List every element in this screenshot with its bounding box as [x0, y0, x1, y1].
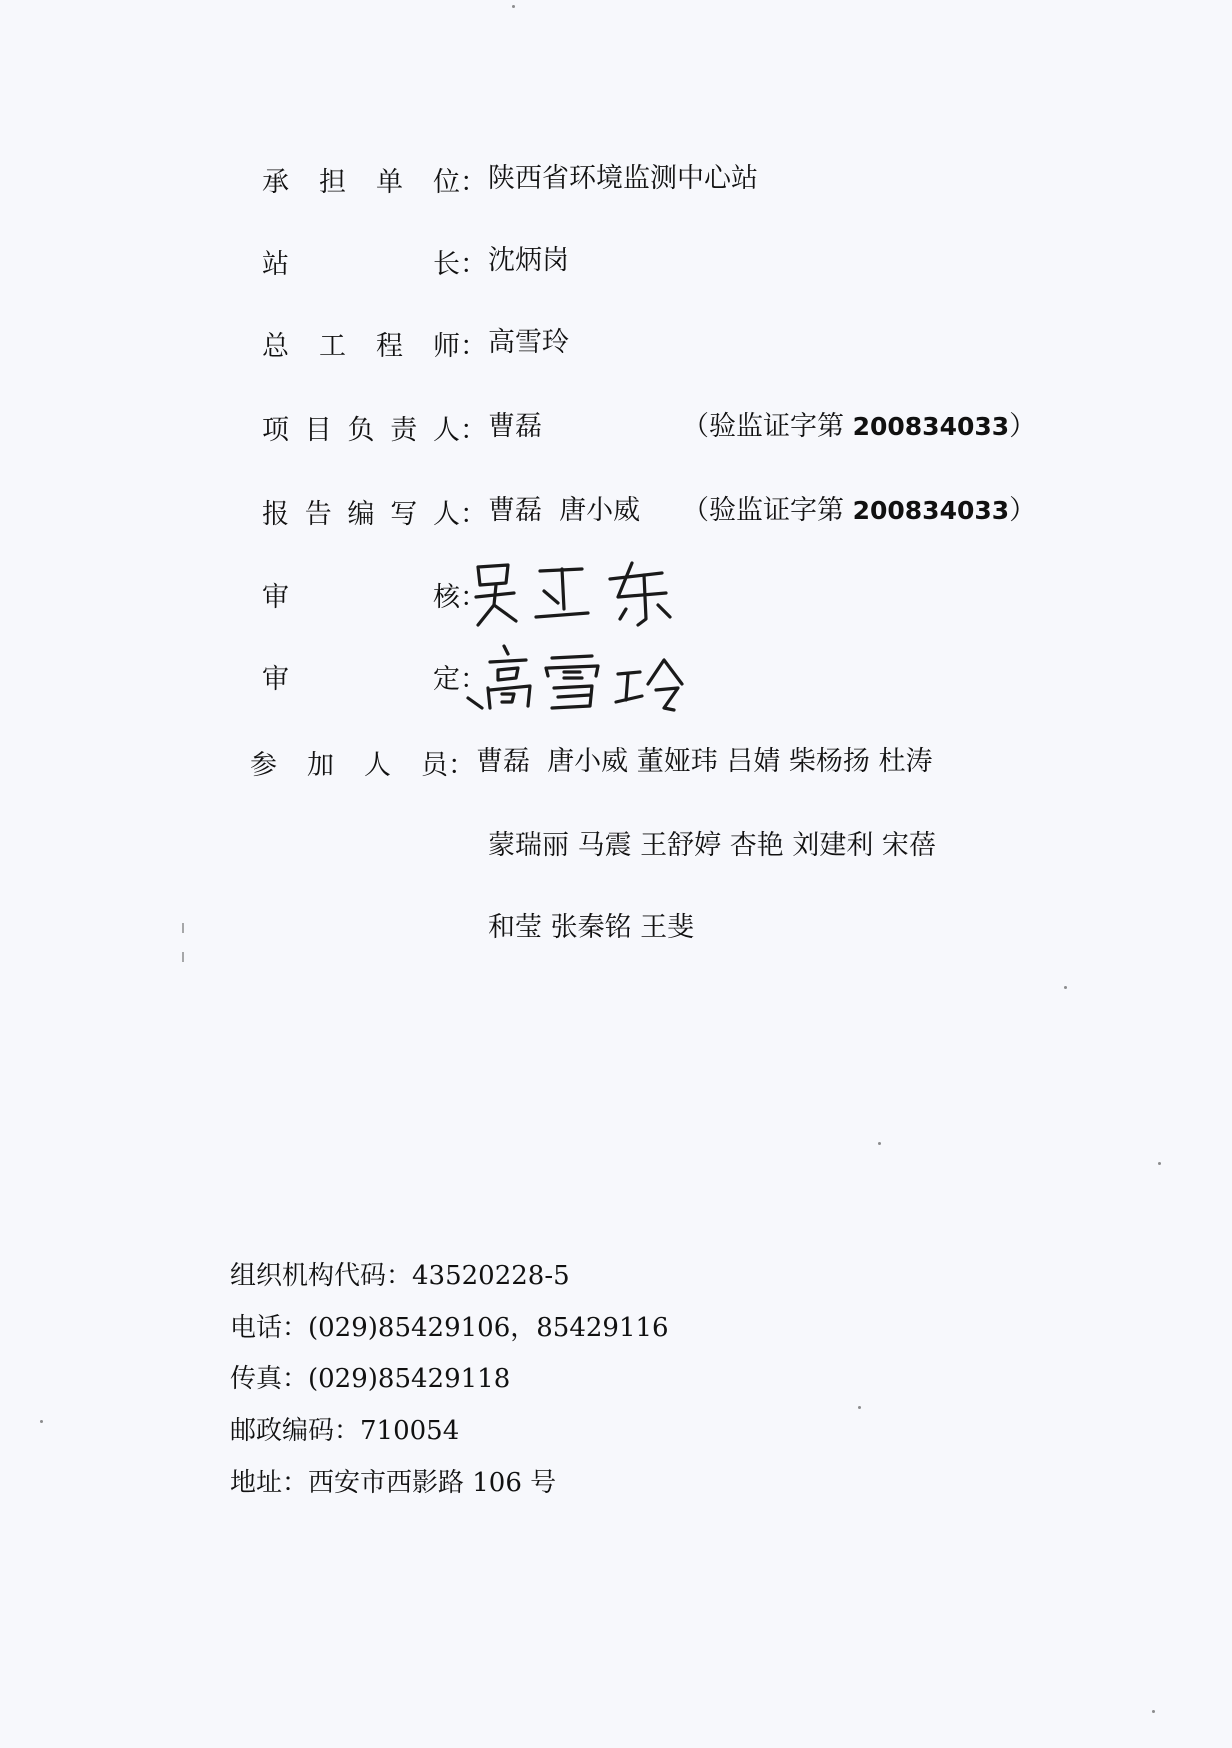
participants-label: [250, 740, 475, 784]
label-char: 负: [347, 414, 375, 446]
certificate-number: [682, 489, 1036, 533]
label-char: 人: [364, 749, 391, 781]
field-value: 高雪玲: [488, 327, 569, 358]
field-label: [262, 239, 487, 283]
label-char: 人：: [433, 414, 487, 446]
label-char: 担: [319, 166, 346, 198]
label-char: 程: [376, 330, 403, 362]
label-char: 承: [262, 166, 289, 198]
label-char: 工: [319, 330, 346, 362]
label-char: 审: [262, 663, 289, 695]
scan-mark: [182, 952, 184, 962]
label-char: 编: [347, 498, 375, 530]
field-row-project-leader: [0, 405, 1100, 449]
participants-line-1: 曹磊 唐小威 董娅玮 吕婧 柴杨扬 杜涛: [476, 746, 933, 777]
scan-speck: [512, 5, 515, 8]
scan-speck: [1064, 986, 1067, 989]
certificate-id: 200834033: [852, 412, 1010, 441]
label-char: 报: [262, 498, 289, 530]
field-value: 沈炳岗: [488, 245, 569, 276]
label-char: 站: [262, 248, 289, 280]
postal-code: 邮政编码：710054: [230, 1416, 460, 1446]
certificate-number: [682, 405, 1036, 449]
label-char: 写: [390, 498, 418, 530]
label-char: 参: [250, 749, 277, 781]
label-char: 告: [304, 498, 332, 530]
label-char: 单: [376, 166, 403, 198]
field-value: 陕西省环境监测中心站: [488, 163, 758, 194]
label-char: 总: [262, 330, 289, 362]
scan-speck: [40, 1420, 43, 1423]
scan-speck: [1158, 1162, 1161, 1165]
phone: 电话：(029)85429106，85429116: [230, 1313, 669, 1343]
scan-mark: [182, 923, 184, 933]
scan-speck: [1152, 1710, 1155, 1713]
certificate-id: 200834033: [852, 496, 1010, 525]
field-row-report-writer: [0, 489, 1100, 533]
label-char: 项: [262, 414, 289, 446]
label-char: 核：: [433, 581, 487, 613]
label-char: 目: [304, 414, 332, 446]
scan-speck: [878, 1142, 881, 1145]
field-label: [262, 572, 487, 616]
certificate-prefix: （验监证字第: [682, 495, 853, 526]
field-label: [262, 654, 487, 698]
reviewer-signature: [470, 555, 690, 635]
participants-row: [0, 740, 1100, 784]
field-label: [262, 321, 487, 365]
field-row-undertaking-unit: [0, 157, 1000, 201]
label-char: 师：: [433, 330, 487, 362]
certificate-prefix: （验监证字第: [682, 411, 853, 442]
label-char: 定：: [433, 663, 487, 695]
scan-speck: [858, 1406, 861, 1409]
field-value: 曹磊: [488, 411, 542, 442]
certificate-suffix: ）: [1009, 495, 1037, 526]
label-char: 位：: [433, 166, 487, 198]
fax: 传真：(029)85429118: [230, 1364, 511, 1394]
field-label: [262, 405, 487, 449]
field-label: [262, 489, 487, 533]
certificate-suffix: ）: [1009, 411, 1037, 442]
label-char: 人：: [433, 498, 487, 530]
label-char: 审: [262, 581, 289, 613]
participants-line-2: 蒙瑞丽 马震 王舒婷 杏艳 刘建利 宋蓓: [488, 830, 936, 861]
field-value: 曹磊 唐小威: [488, 495, 641, 526]
field-row-chief-engineer: [0, 321, 1000, 365]
approver-signature: [468, 638, 708, 718]
field-row-station-head: [0, 239, 1000, 283]
label-char: 长：: [433, 248, 487, 280]
label-char: 责: [390, 414, 418, 446]
label-char: 加: [307, 749, 334, 781]
org-code: 组织机构代码：43520228-5: [230, 1261, 570, 1291]
field-label: [262, 157, 487, 201]
label-char: 员：: [421, 749, 475, 781]
address: 地址：西安市西影路 106 号: [230, 1468, 557, 1498]
participants-line-3: 和莹 张秦铭 王斐: [488, 912, 695, 943]
